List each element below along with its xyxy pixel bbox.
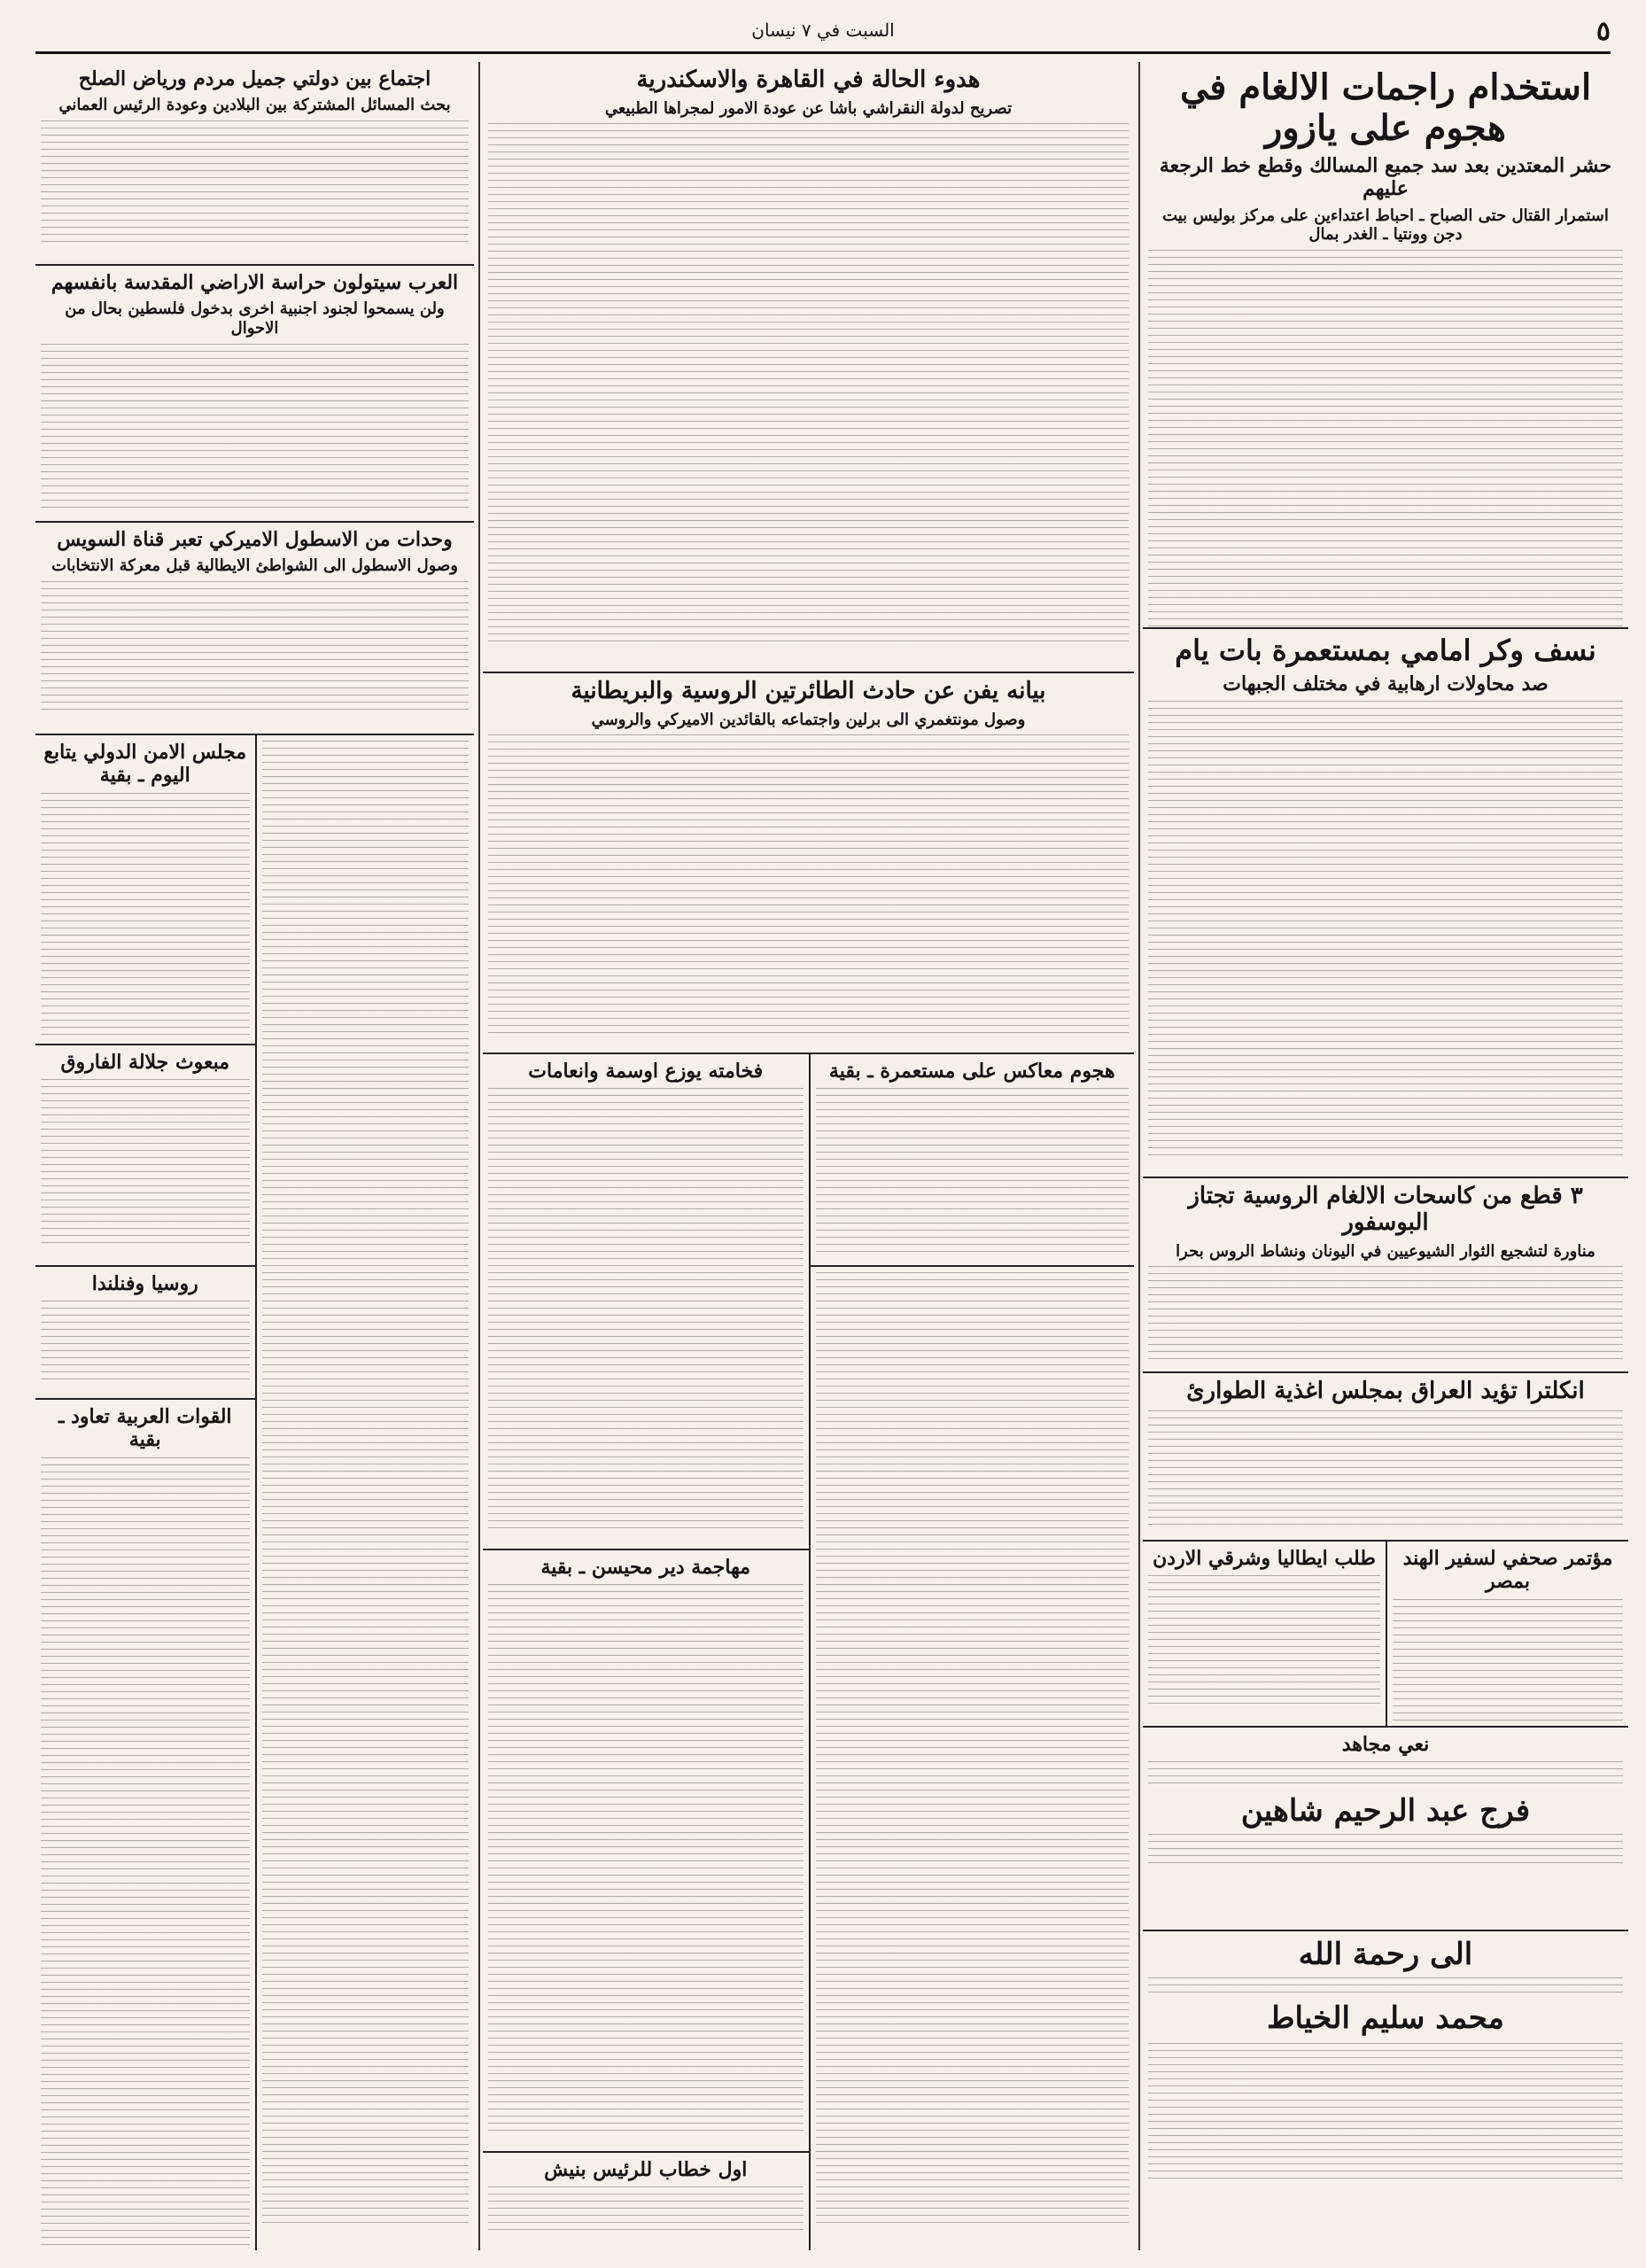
article-iraq-food bbox=[1143, 1373, 1628, 1542]
article-medals bbox=[483, 1054, 809, 1550]
sub-column bbox=[809, 1054, 1135, 2250]
subheadline: تصريح لدولة النقراشي باشا عن عودة الامور لمجراها الطبيعي bbox=[604, 98, 1013, 118]
subheadline: وصول الاسطول الى الشواطئ الايطالية قبل معركة الانتخابات bbox=[51, 556, 458, 576]
split-row bbox=[1143, 1542, 1628, 1728]
obituary-mujahid bbox=[1143, 1728, 1628, 1931]
headline: هجوم معاكس على مستعمرة ـ بقية bbox=[828, 1060, 1115, 1083]
sub-column bbox=[35, 735, 255, 2250]
page-number: ٥ bbox=[1596, 16, 1611, 47]
headline: العرب سيتولون حراسة الاراضي المقدسة بانفسهم bbox=[50, 271, 459, 294]
headline: اول خطاب للرئيس بنيش bbox=[544, 2158, 748, 2181]
headline: فخامته يوزع اوسمة وانعامات bbox=[528, 1060, 764, 1083]
headline: نسف وكر امامي بمستعمرة بات يام bbox=[1175, 633, 1596, 667]
article-body bbox=[488, 1584, 804, 2133]
article-deir-muheisin bbox=[483, 1550, 809, 2153]
column-right bbox=[1143, 62, 1628, 2250]
column-left bbox=[35, 62, 474, 2250]
headline: مجلس الامن الدولي يتابع اليوم ـ بقية bbox=[43, 741, 247, 788]
subheadline: استمرار القتال حتى الصباح ـ احباط اعتداءين على مركز بوليس بيت دجن وونتيا ـ الغدر بمال bbox=[1162, 206, 1609, 245]
obituary-text bbox=[1148, 1834, 1623, 1869]
article-body bbox=[488, 123, 1129, 646]
article-body bbox=[1148, 701, 1623, 1161]
subheadline: ولن يسمحوا لجنود اجنبية اخرى بدخول فلسطين بحال من الاحوال bbox=[65, 299, 445, 338]
article-body bbox=[488, 1088, 804, 1531]
article-us-fleet-suez bbox=[35, 523, 474, 735]
subheadline: حشر المعتدين بعد سد جميع المسالك وقطع خط الرجعة عليهم bbox=[1159, 154, 1612, 201]
article-body bbox=[488, 2186, 804, 2231]
article-holy-lands bbox=[35, 266, 474, 523]
article-italy-jordan bbox=[1143, 1542, 1386, 1728]
headline: مهاجمة دير محيسن ـ بقية bbox=[540, 1556, 751, 1579]
obituary-text bbox=[1148, 1977, 1623, 1995]
headline: وحدات من الاسطول الاميركي تعبر قناة السويس bbox=[57, 528, 453, 551]
article-body bbox=[816, 1272, 1130, 2229]
column-rule bbox=[478, 62, 480, 2250]
article-body bbox=[41, 1079, 250, 1247]
article-body bbox=[1148, 250, 1623, 629]
obituary-title: نعي مجاهد bbox=[1341, 1733, 1430, 1756]
headline: مبعوث جلالة الفاروق bbox=[60, 1051, 230, 1074]
article-body bbox=[1148, 1410, 1623, 1526]
article-cairo-calm bbox=[483, 62, 1134, 673]
obituary-text bbox=[1148, 2043, 1623, 2185]
article-body bbox=[41, 1457, 250, 2250]
headline: هدوء الحالة في القاهرة والاسكندرية bbox=[636, 66, 981, 93]
column-rule bbox=[1138, 62, 1140, 2250]
article-body bbox=[1393, 1599, 1623, 1728]
article-bat-yam bbox=[1143, 629, 1628, 1178]
article-bosporus bbox=[1143, 1178, 1628, 1373]
article-india-ambassador bbox=[1386, 1542, 1628, 1728]
article-body bbox=[41, 581, 469, 714]
split-row bbox=[483, 1054, 1134, 2250]
headline: بيانه يفن عن حادث الطائرتين الروسية والبريطانية bbox=[571, 678, 1046, 704]
article-mardam-solh bbox=[35, 62, 474, 266]
article-plane-incident bbox=[483, 673, 1134, 1054]
article-yazour bbox=[1143, 62, 1628, 629]
subheadline: بحث المسائل المشتركة بين البلادين وعودة الرئيس العماني bbox=[58, 96, 451, 115]
subheadline: وصول مونتغمري الى برلين واجتماعه بالقائدين الاميركي والروسي bbox=[591, 710, 1026, 729]
sub-column bbox=[483, 1054, 809, 2250]
headline: استخدام راجمات الالغام في هجوم على يازور bbox=[1179, 66, 1592, 149]
page-header bbox=[35, 16, 1611, 54]
article-body bbox=[488, 734, 1129, 1036]
headline: اجتماع بين دولتي جميل مردم ورياض الصلح bbox=[78, 67, 431, 90]
article-russia-finland bbox=[35, 1267, 255, 1400]
headline: انكلترا تؤيد العراق بمجلس اغذية الطوارئ bbox=[1186, 1378, 1585, 1404]
article-body bbox=[262, 741, 470, 2229]
subheadline: مناورة لتشجيع الثوار الشيوعيين في اليونان ونشاط الروس بحرا bbox=[1176, 1241, 1596, 1261]
split-row bbox=[35, 735, 474, 2250]
obituary-name: محمد سليم الخياط bbox=[1267, 2000, 1504, 2036]
article-body bbox=[41, 344, 469, 512]
article-benes-speech bbox=[483, 2153, 809, 2250]
header-date: السبت في ٧ نيسان bbox=[751, 19, 895, 41]
article-body bbox=[41, 1301, 250, 1380]
article-security-council bbox=[35, 735, 255, 1045]
article-body bbox=[1148, 1575, 1380, 1708]
article-counter-attack bbox=[811, 1054, 1135, 1267]
headline: مؤتمر صحفي لسفير الهند بمصر bbox=[1402, 1547, 1613, 1594]
article-body bbox=[41, 793, 250, 1041]
article-arab-forces bbox=[35, 1400, 255, 2250]
obituary-khayyat bbox=[1143, 1931, 1628, 2233]
obituary-title: الى رحمة الله bbox=[1298, 1937, 1473, 1972]
obituary-name: فرج عبد الرحيم شاهين bbox=[1240, 1793, 1531, 1829]
column-middle bbox=[483, 62, 1134, 2250]
headline: ٣ قطع من كاسحات الالغام الروسية تجتاز البوسفور bbox=[1188, 1183, 1583, 1236]
article-body bbox=[816, 1088, 1130, 1256]
headline: طلب ايطاليا وشرقي الاردن bbox=[1153, 1547, 1376, 1570]
sub-column bbox=[255, 735, 475, 2250]
subheadline: صد محاولات ارهابية في مختلف الجبهات bbox=[1223, 672, 1549, 695]
article-continued bbox=[811, 1267, 1135, 2250]
headline: روسيا وفنلندا bbox=[91, 1272, 198, 1295]
obituary-text bbox=[1148, 1761, 1623, 1788]
headline: القوات العربية تعاود ـ بقية bbox=[58, 1405, 232, 1452]
article-farouk-envoy bbox=[35, 1045, 255, 1267]
article-body bbox=[41, 120, 469, 245]
article-body bbox=[1148, 1266, 1623, 1363]
